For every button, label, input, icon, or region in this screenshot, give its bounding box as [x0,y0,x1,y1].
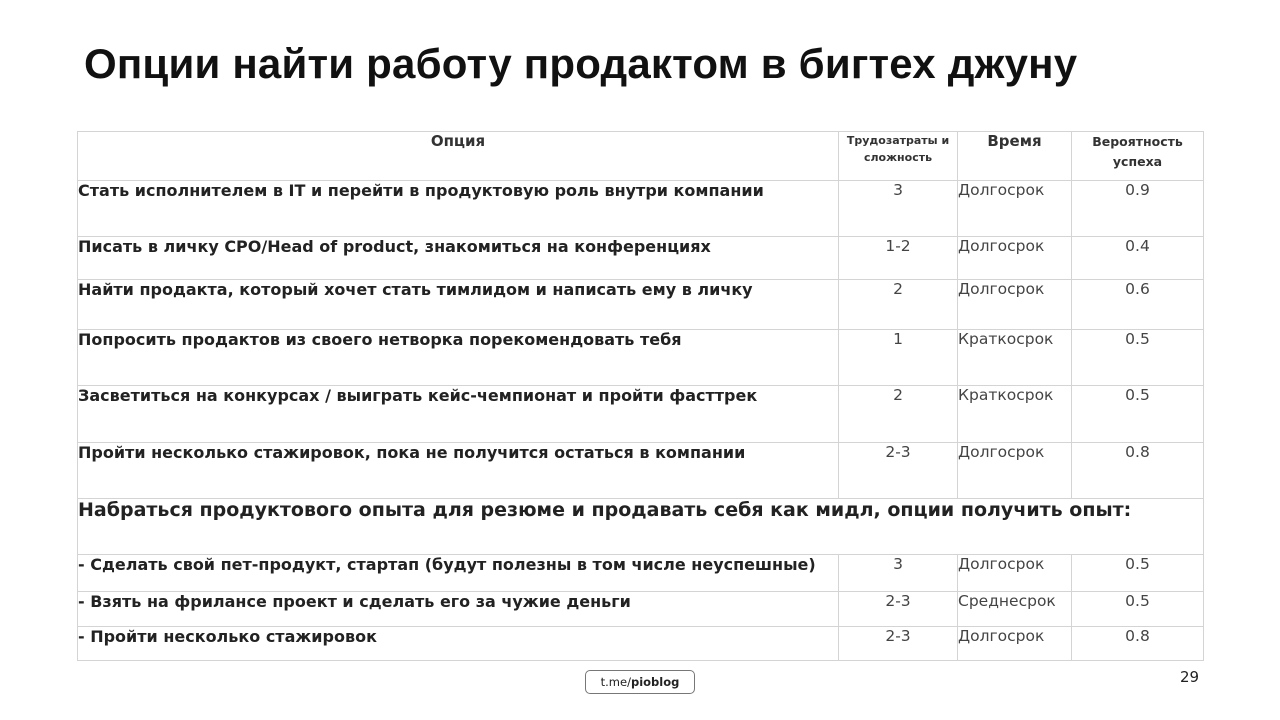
probability-cell: 0.5 [1072,386,1204,443]
probability-cell: 0.8 [1072,627,1204,661]
table-row [78,443,1204,499]
table-row [78,280,1204,330]
probability-cell: 0.6 [1072,280,1204,330]
table-row [78,330,1204,386]
option-cell: Пройти несколько стажировок, пока не получится остаться в компании [78,443,839,499]
table-row [78,592,1204,627]
header-time: Время [958,132,1072,181]
time-cell: Краткосрок [958,386,1072,443]
time-cell: Долгосрок [958,280,1072,330]
effort-cell: 3 [839,555,958,592]
probability-cell: 0.4 [1072,237,1204,280]
effort-cell: 2-3 [839,627,958,661]
probability-cell: 0.5 [1072,592,1204,627]
options-table [77,131,1204,661]
probability-cell: 0.5 [1072,555,1204,592]
table-header-row [78,132,1204,181]
effort-cell: 2 [839,386,958,443]
table-row [78,181,1204,237]
time-cell: Среднесрок [958,592,1072,627]
effort-cell: 3 [839,181,958,237]
time-cell: Долгосрок [958,181,1072,237]
header-effort: Трудозатраты и сложность [839,132,958,181]
link-prefix: t.me/ [600,675,631,689]
option-cell: Стать исполнителем в IT и перейти в продуктовую роль внутри компании [78,181,839,237]
section-heading-row [78,499,1204,555]
effort-cell: 1 [839,330,958,386]
probability-cell: 0.9 [1072,181,1204,237]
time-cell: Долгосрок [958,443,1072,499]
effort-cell: 2-3 [839,592,958,627]
option-cell: - Сделать свой пет-продукт, стартап (будут полезны в том числе неуспешные) [78,555,839,592]
probability-cell: 0.8 [1072,443,1204,499]
option-cell: - Пройти несколько стажировок [78,627,839,661]
effort-cell: 1-2 [839,237,958,280]
slide-title: Опции найти работу продактом в бигтех джуну [84,40,1078,87]
page-number: 29 [1180,668,1200,686]
option-cell: - Взять на фрилансе проект и сделать его за чужие деньги [78,592,839,627]
effort-cell: 2-3 [839,443,958,499]
option-cell: Найти продакта, который хочет стать тимлидом и написать ему в личку [78,280,839,330]
header-option: Опция [78,132,839,181]
time-cell: Долгосрок [958,237,1072,280]
option-cell: Попросить продактов из своего нетворка порекомендовать тебя [78,330,839,386]
time-cell: Долгосрок [958,555,1072,592]
time-cell: Долгосрок [958,627,1072,661]
table-row [78,237,1204,280]
link-handle: pioblog [630,675,680,689]
table-row [78,555,1204,592]
probability-cell: 0.5 [1072,330,1204,386]
option-cell: Писать в личку CPO/Head of product, знакомиться на конференциях [78,237,839,280]
table-row [78,627,1204,661]
header-probability: Вероятность успеха [1072,132,1204,181]
section-heading: Набраться продуктового опыта для резюме и продавать себя как мидл, опции получить опыт: [78,499,1204,555]
table-row [78,386,1204,443]
option-cell: Засветиться на конкурсах / выиграть кейс-чемпионат и пройти фасттрек [78,386,839,443]
effort-cell: 2 [839,280,958,330]
time-cell: Краткосрок [958,330,1072,386]
telegram-link-button[interactable] [585,670,695,694]
